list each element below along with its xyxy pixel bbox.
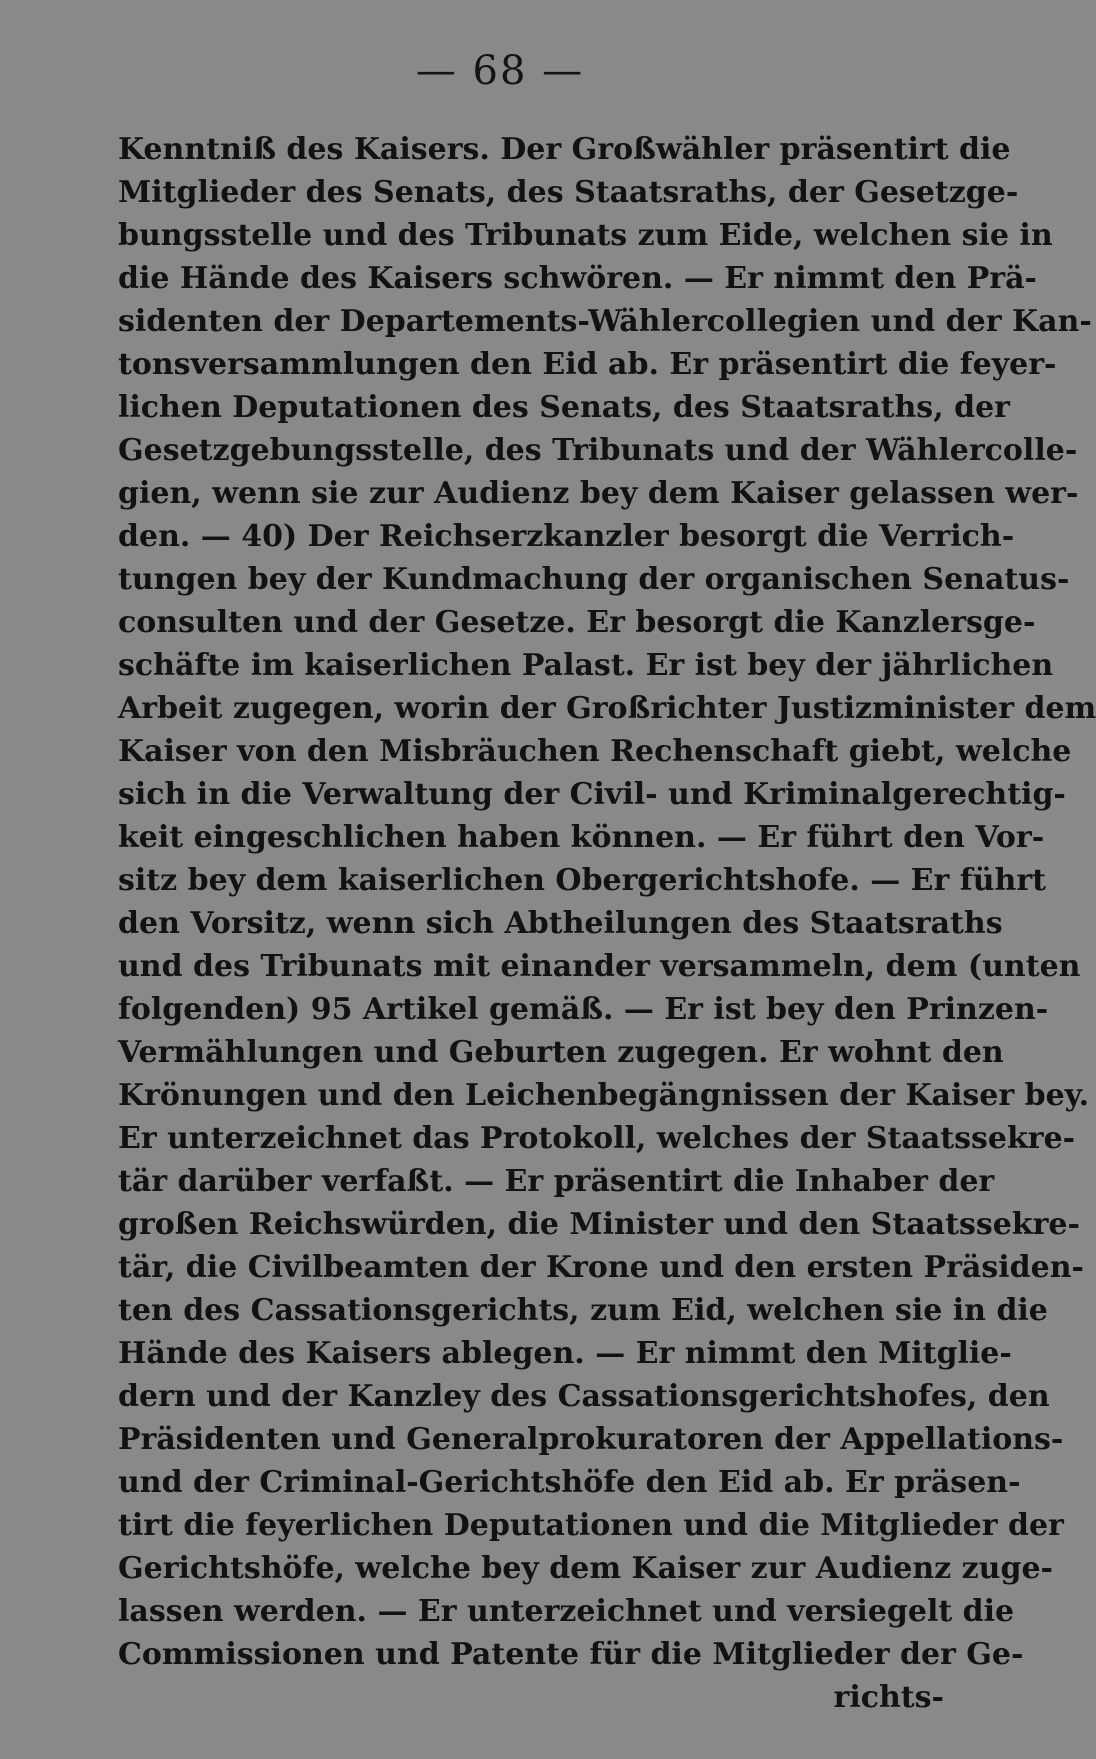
text-line: Kenntniß des Kaisers. Der Großwähler präsentirt die (118, 132, 1011, 167)
catchword: richts- (833, 1680, 944, 1715)
text-line: und der Criminal-Gerichtshöfe den Eid ab. Er präsen- (118, 1465, 1021, 1500)
text-line: lassen werden. — Er unterzeichnet und versiegelt die (118, 1594, 1015, 1629)
text-line: und des Tribunats mit einander versammeln, dem (unten (118, 949, 1081, 984)
text-line: tonsversammlungen den Eid ab. Er präsentirt die feyer- (118, 347, 1057, 382)
text-line: Mitglieder des Senats, des Staatsraths, der Gesetzge- (118, 175, 1019, 210)
text-line: tungen bey der Kundmachung der organischen Senatus- (118, 562, 1070, 597)
text-line: consulten und der Gesetze. Er besorgt die Kanzlersge- (118, 605, 1036, 640)
text-line: schäfte im kaiserlichen Palast. Er ist bey der jährlichen (118, 648, 1054, 683)
text-line: bungsstelle und des Tribunats zum Eide, welchen sie in (118, 218, 1053, 253)
text-line: gien, wenn sie zur Audienz bey dem Kaiser gelassen wer- (118, 476, 1079, 511)
text-line: Vermählungen und Geburten zugegen. Er wohnt den (118, 1035, 1004, 1070)
text-line: dern und der Kanzley des Cassationsgerichtshofes, den (118, 1379, 1050, 1414)
text-line: Er unterzeichnet das Protokoll, welches der Staatssekre- (118, 1121, 1076, 1156)
text-line: sich in die Verwaltung der Civil- und Kriminalgerechtig- (118, 777, 1066, 812)
text-line: ten des Cassationsgerichts, zum Eid, welchen sie in die (118, 1293, 1048, 1328)
text-line: Hände des Kaisers ablegen. — Er nimmt den Mitglie- (118, 1336, 1012, 1371)
text-line: tirt die feyerlichen Deputationen und die Mitglieder der (118, 1508, 1064, 1543)
text-line: lichen Deputationen des Senats, des Staatsraths, der (118, 390, 1010, 425)
text-line: großen Reichswürden, die Minister und den Staatssekre- (118, 1207, 1080, 1242)
page-number-header: — 68 — (415, 48, 585, 94)
text-line: sitz bey dem kaiserlichen Obergerichtshofe. — Er führt (118, 863, 1046, 898)
page-body-text (118, 128, 1096, 1719)
text-line: keit eingeschlichen haben können. — Er führt den Vor- (118, 820, 1045, 855)
text-line: Arbeit zugegen, worin der Großrichter Justizminister dem (118, 691, 1096, 726)
text-line: sidenten der Departements-Wählercollegien und der Kan- (118, 304, 1092, 339)
text-line: Commissionen und Patente für die Mitglieder der Ge- (118, 1637, 1024, 1672)
text-line: Präsidenten und Generalprokuratoren der Appellations- (118, 1422, 1064, 1457)
text-line: den Vorsitz, wenn sich Abtheilungen des Staatsraths (118, 906, 1003, 941)
text-line: die Hände des Kaisers schwören. — Er nimmt den Prä- (118, 261, 1037, 296)
text-line: tär darüber verfaßt. — Er präsentirt die Inhaber der (118, 1164, 995, 1199)
text-line: Kaiser von den Misbräuchen Rechenschaft giebt, welche (118, 734, 1072, 769)
text-line: folgenden) 95 Artikel gemäß. — Er ist bey den Prinzen- (118, 992, 1049, 1027)
text-line: Gesetzgebungsstelle, des Tribunats und der Wählercolle- (118, 433, 1078, 468)
text-line: Gerichtshöfe, welche bey dem Kaiser zur Audienz zuge- (118, 1551, 1053, 1586)
text-line: tär, die Civilbeamten der Krone und den ersten Präsiden- (118, 1250, 1084, 1285)
text-line: Krönungen und den Leichenbegängnissen der Kaiser bey. (118, 1078, 1090, 1113)
text-line: den. — 40) Der Reichserzkanzler besorgt die Verrich- (118, 519, 1015, 554)
